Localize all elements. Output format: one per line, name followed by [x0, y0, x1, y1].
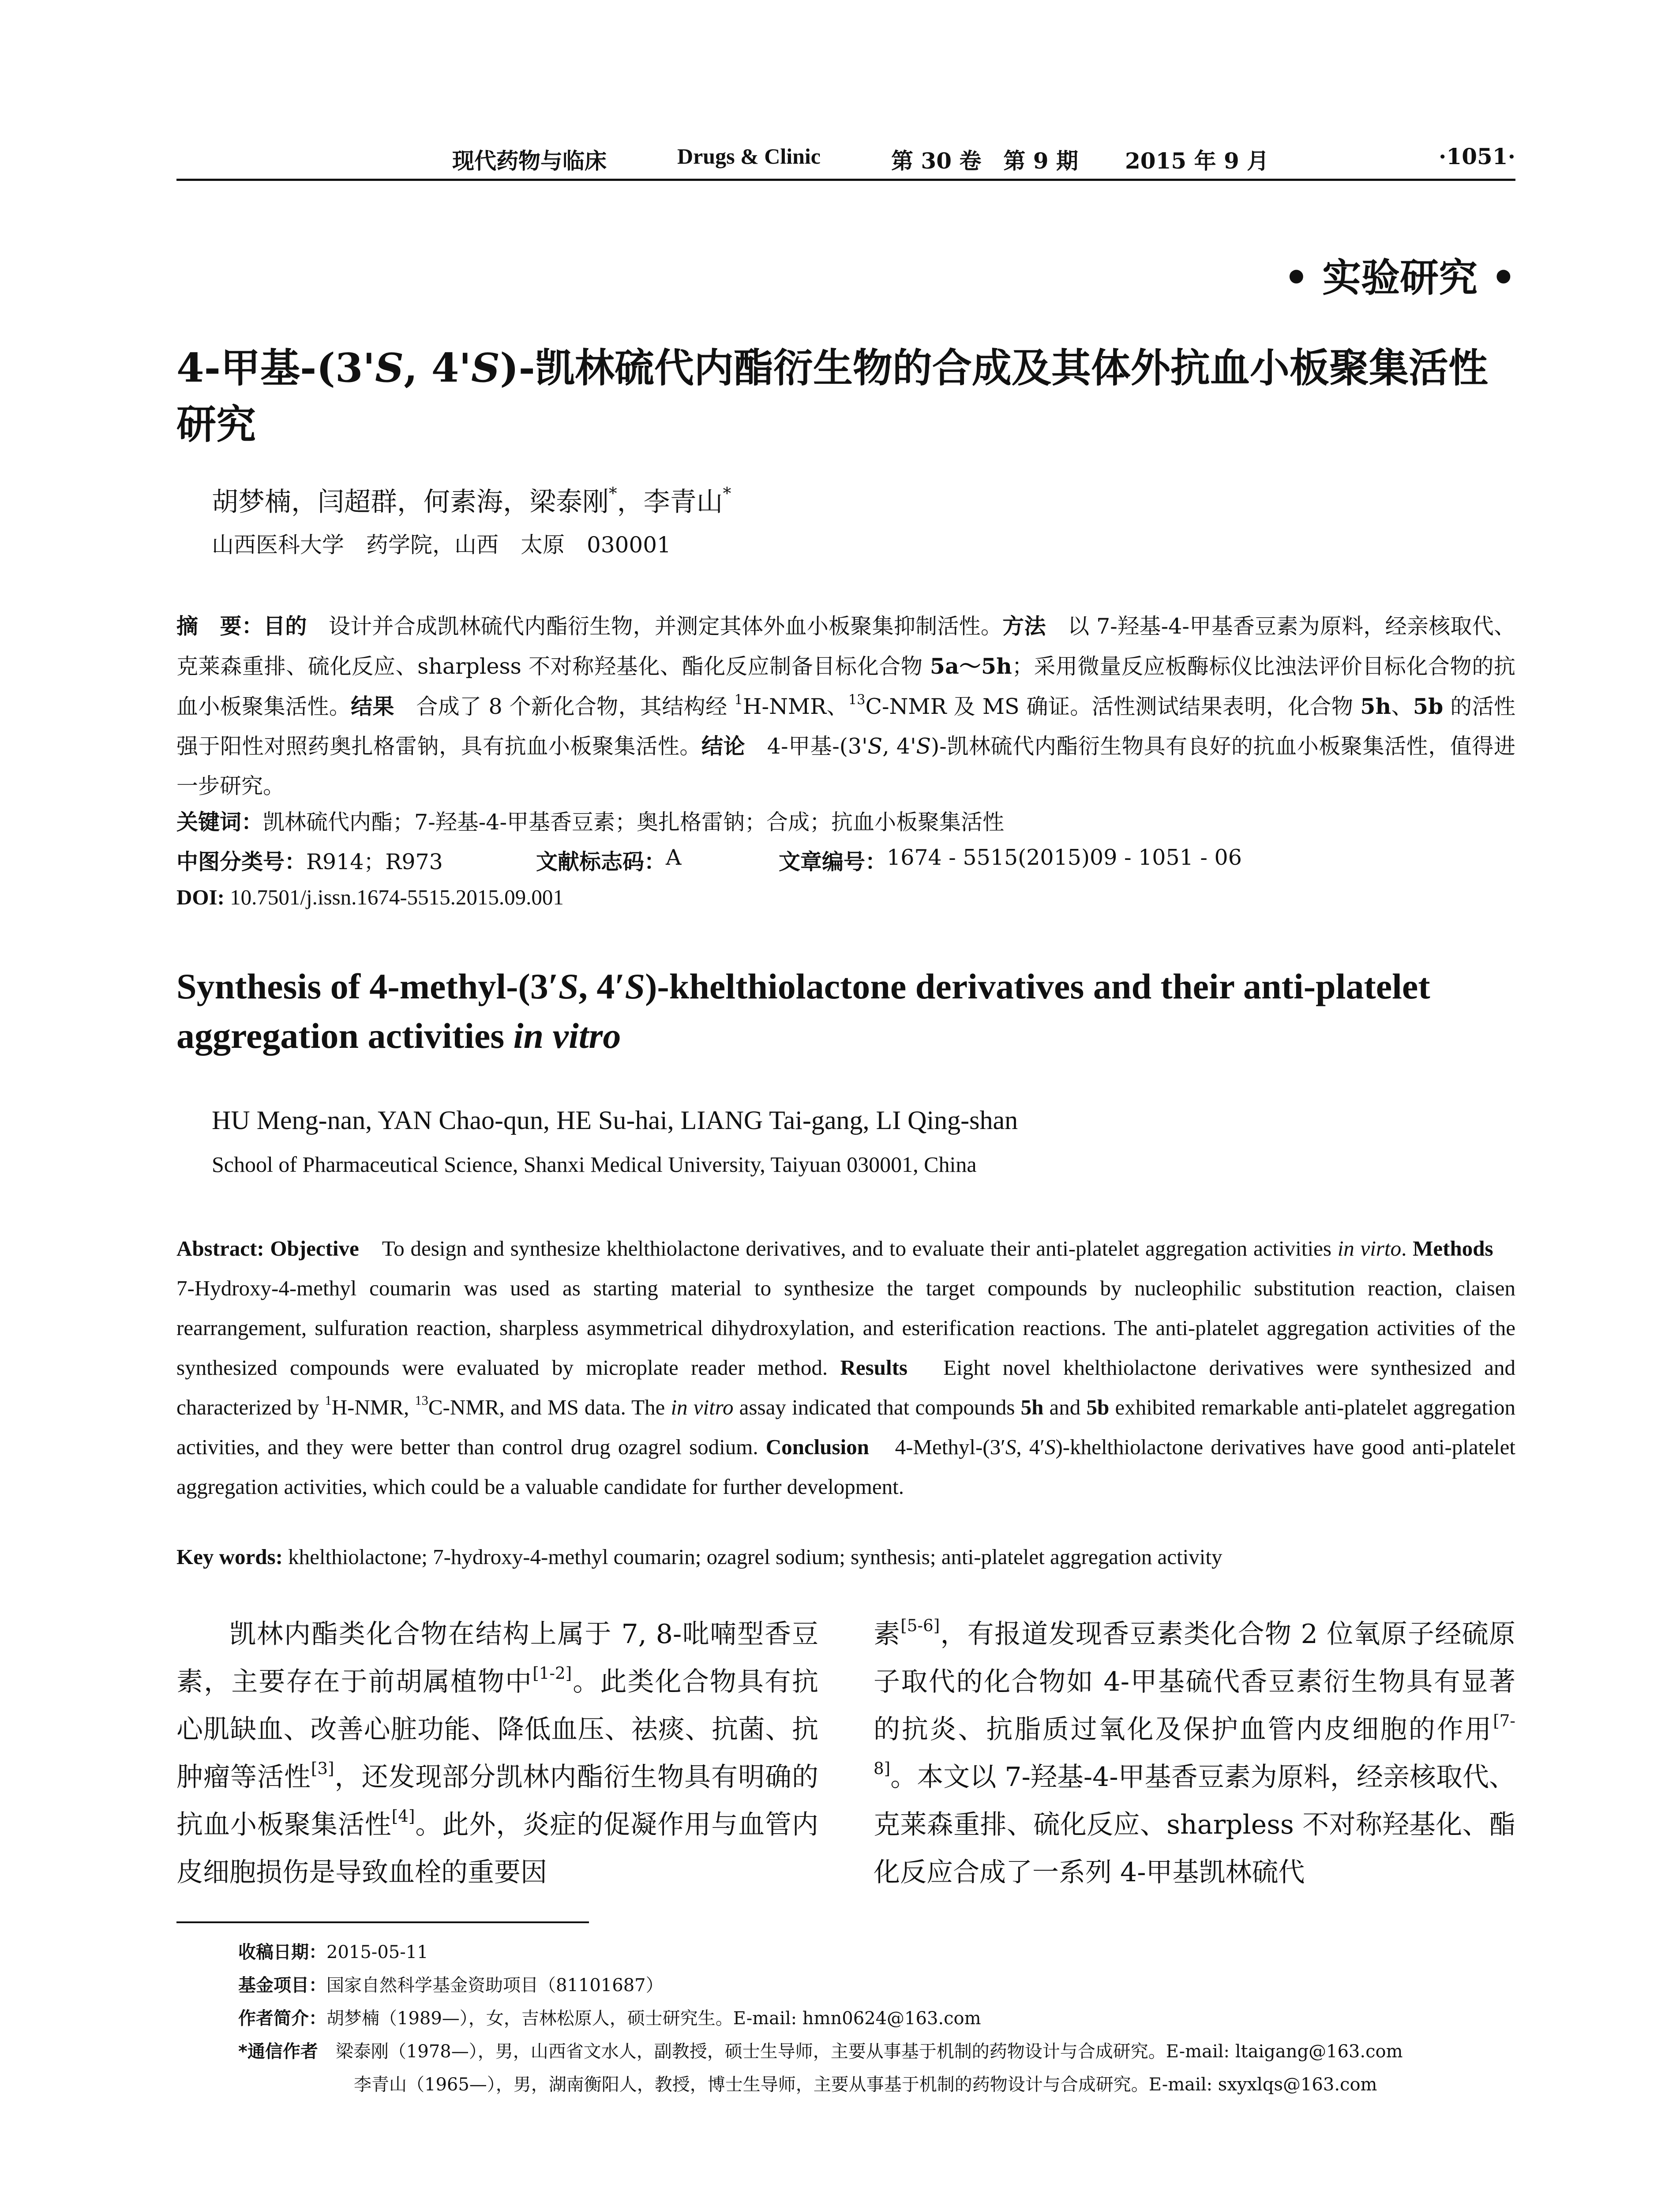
affiliation-zh: 山西医科大学 药学院，山西 太原 030001 — [212, 532, 671, 558]
page-number: ·1051· — [1439, 143, 1515, 169]
footnote-rule — [176, 1921, 589, 1923]
clc-number: 中图分类号： R914；R973 — [176, 849, 443, 874]
affiliation-en: School of Pharmaceutical Science, Shanxi Medical University, Taiyuan 030001, China — [212, 1152, 977, 1177]
column-label: • 实验研究 • — [1284, 255, 1516, 300]
footnote-corresponding: *通信作者 梁泰刚（1978—），男，山西省文水人，副教授，硕士生导师，主要从事基于机制的药物设计与合成研究。E-mail: ltaigang@163.com — [238, 2041, 1403, 2062]
footnote-corresponding-2: 李青山（1965—），男，湖南衡阳人，教授，博士生导师，主要从事基于机制的药物设计与合成研究。E-mail: sxyxlqs@163.com — [354, 2075, 1377, 2095]
article-number: 文章编号： 1674 - 5515(2015)09 - 1051 - 06 — [779, 845, 1242, 874]
classification-row — [176, 845, 1515, 876]
authors-zh: 胡梦楠，闫超群，何素海，梁泰刚*，李青山* — [212, 484, 731, 518]
running-header — [176, 143, 1515, 174]
journal-name-en: Drugs & Clinic — [677, 144, 821, 169]
footnote-fund: 基金项目：国家自然科学基金资助项目（81101687） — [238, 1975, 664, 1996]
article-title-zh: 4-甲基-(3'S, 4'S)-凯林硫代内酯衍生物的合成及其体外抗血小板聚集活性研究 — [176, 345, 1488, 448]
abstract-zh: 摘 要：目的 设计并合成凯林硫代内酯衍生物，并测定其体外血小板聚集抑制活性。方法 以 7-羟基-4-甲基香豆素为原料，经亲核取代、克莱森重排、硫化反应、sharpless 不对称羟基化、酯化反应制备目标化合物 5a～5h；采用微量反应板酶标仪比浊法评价目标化合物的抗血小板聚集活性。结果 合成了 8 个新化合物，其结构经 $^1$H-NMR、$^{13}$C-NMR 及 MS 确证。活性测试结果表明，化合物 5h、5b 的活性强于阳性对照药奥扎格雷钠，具有抗血小板聚集活性。结论 4-甲基-(3'S, 4'S)-凯林硫代内酯衍生物具有良好的抗血小板聚集活性，值得进一步研究。 — [176, 614, 1515, 799]
authors-en: HU Meng-nan, YAN Chao-qun, HE Su-hai, LIANG Tai-gang, LI Qing-shan — [212, 1106, 1018, 1135]
volume-issue: 第 30 卷 第 9 期 — [891, 148, 1078, 174]
body-column-left: 凯林内酯类化合物在结构上属于 7, 8-吡喃型香豆素，主要存在于前胡属植物中[1-2]。此类化合物具有抗心肌缺血、改善心脏功能、降低血压、祛痰、抗菌、抗肿瘤等活性[3]，还发现部分凯林内酯衍生物具有明确的抗血小板聚集活性[4]。此外，炎症的促凝作用与血管内皮细胞损伤是导致血栓的重要因 — [176, 1619, 819, 1888]
footnote-received: 收稿日期：2015-05-11 — [238, 1942, 428, 1962]
article-title-en: Synthesis of 4-methyl-(3′S, 4′S)-khelthiolactone derivatives and their anti-platelet aggregation activities in vitro — [176, 966, 1430, 1056]
issue-date: 2015 年 9 月 — [1125, 148, 1269, 174]
abstract-en: Abstract: Objective To design and synthesize khelthiolactone derivatives, and to evaluate their anti-platelet aggregation activities in virto. Methods 7-Hydroxy-4-methyl coumarin was used as starting material to synthesize the target compounds by nucleophilic substitution reaction, claisen rearrangement, sulfuration reaction, sharpless asymmetrical dihydroxylation, and esterification reactions. The anti-platelet aggregation activities of the synthesized compounds were evaluated by microplate reader method. Results Eight novel khelthiolactone derivatives were synthesized and characterized by $^1$H-NMR, $^{13}$C-NMR, and MS data. The in vitro assay indicated that compounds 5h and 5b exhibited remarkable anti-platelet aggregation activities, and they were better than control drug ozagrel sodium. Conclusion 4-Methyl-(3′S, 4′S)-khelthiolactone derivatives have good anti-platelet aggregation activities, which could be a valuable candidate for further development. — [176, 1236, 1516, 1499]
document-code: 文献标志码： A — [536, 845, 682, 874]
footnote-author: 作者简介：胡梦楠（1989—），女，吉林松原人，硕士研究生。E-mail: hmn0624@163.com — [238, 2008, 981, 2029]
keywords-en: Key words: khelthiolactone; 7-hydroxy-4-methyl coumarin; ozagrel sodium; synthesis; anti-platelet aggregation activity — [176, 1545, 1222, 1569]
keywords-zh: 关键词：凯林硫代内酯；7-羟基-4-甲基香豆素；奥扎格雷钠；合成；抗血小板聚集活性 — [176, 810, 1005, 835]
journal-name-zh: 现代药物与临床 — [452, 148, 607, 174]
body-column-right: 素[5-6]，有报道发现香豆素类化合物 2 位氧原子经硫原子取代的化合物如 4-甲基硫代香豆素衍生物具有显著的抗炎、抗脂质过氧化及保护血管内皮细胞的作用[7-8]。本文以 7-羟基-4-甲基香豆素为原料，经亲核取代、克莱森重排、硫化反应、sharpless 不对称羟基化、酯化反应合成了一系列 4-甲基凯林硫代 — [874, 1616, 1515, 1888]
doi: DOI: 10.7501/j.issn.1674-5515.2015.09.001 — [176, 885, 564, 909]
header-rule — [176, 179, 1515, 181]
